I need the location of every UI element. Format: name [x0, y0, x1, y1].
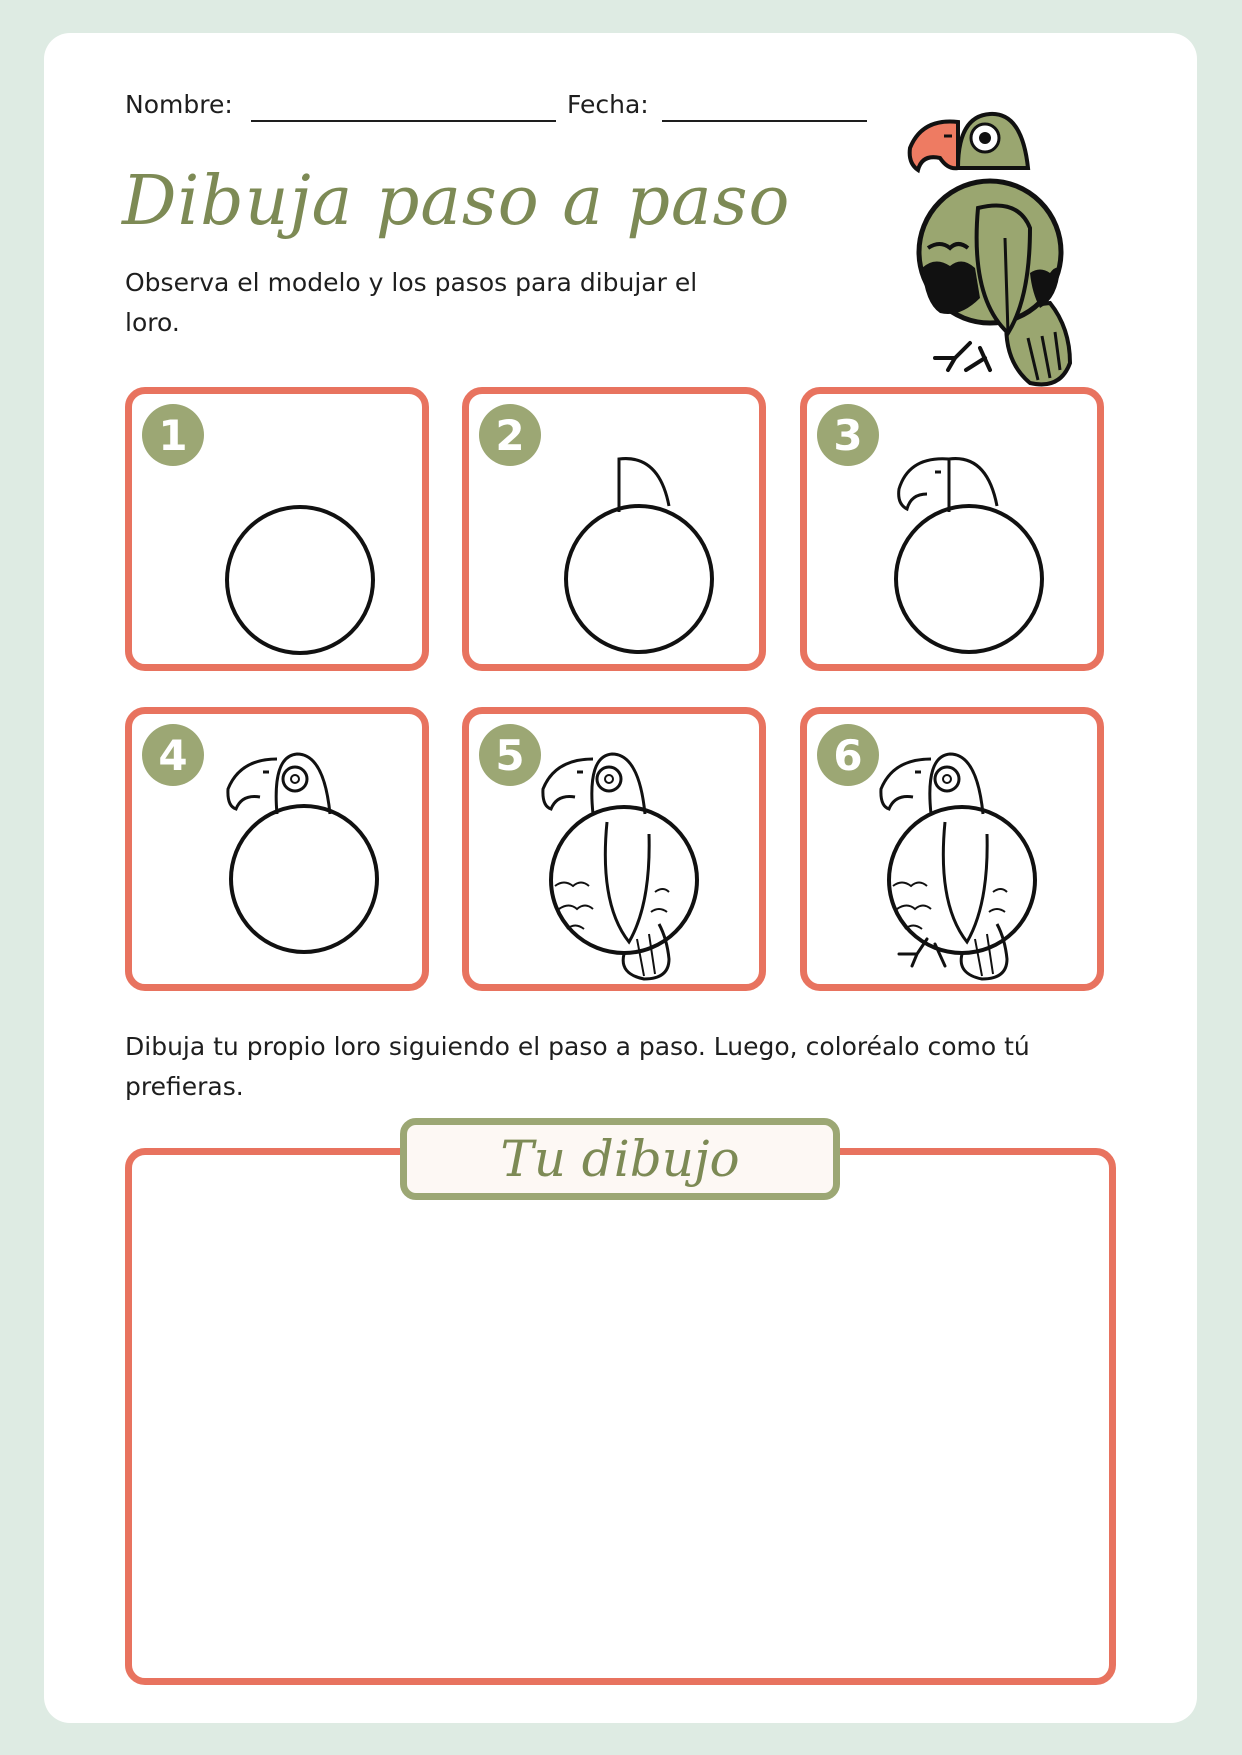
- page-subtitle: Observa el modelo y los pasos para dibujar el loro.: [125, 268, 698, 337]
- step-number-badge: 3: [817, 404, 879, 466]
- step-5-drawing: [469, 714, 759, 984]
- drawing-area-label: Tu dibujo: [400, 1118, 840, 1200]
- step-card-2: [462, 387, 766, 671]
- step-2-drawing: [469, 394, 759, 664]
- name-label: Nombre:: [125, 90, 233, 119]
- step-card-1: [125, 387, 429, 671]
- step-card-3: [800, 387, 1104, 671]
- page-title: Dibuja paso a paso: [122, 162, 791, 241]
- drawing-instructions: Dibuja tu propio loro siguiendo el paso a paso. Luego, coloréalo como tú prefieras.: [125, 1032, 1030, 1101]
- step-card-5: [462, 707, 766, 991]
- step-1-drawing: [132, 394, 422, 664]
- step-number-badge: 1: [142, 404, 204, 466]
- step-number-badge: 6: [817, 724, 879, 786]
- step-number-badge: 4: [142, 724, 204, 786]
- step-card-6: [800, 707, 1104, 991]
- drawing-area[interactable]: [125, 1148, 1116, 1685]
- step-6-drawing: [807, 714, 1097, 984]
- date-label: Fecha:: [567, 90, 649, 119]
- step-number-badge: 5: [479, 724, 541, 786]
- step-card-4: [125, 707, 429, 991]
- date-input-line[interactable]: [662, 120, 867, 122]
- step-4-drawing: [132, 714, 422, 984]
- parrot-model-icon: [900, 108, 1090, 388]
- step-3-drawing: [807, 394, 1097, 664]
- name-input-line[interactable]: [251, 120, 556, 122]
- step-number-badge: 2: [479, 404, 541, 466]
